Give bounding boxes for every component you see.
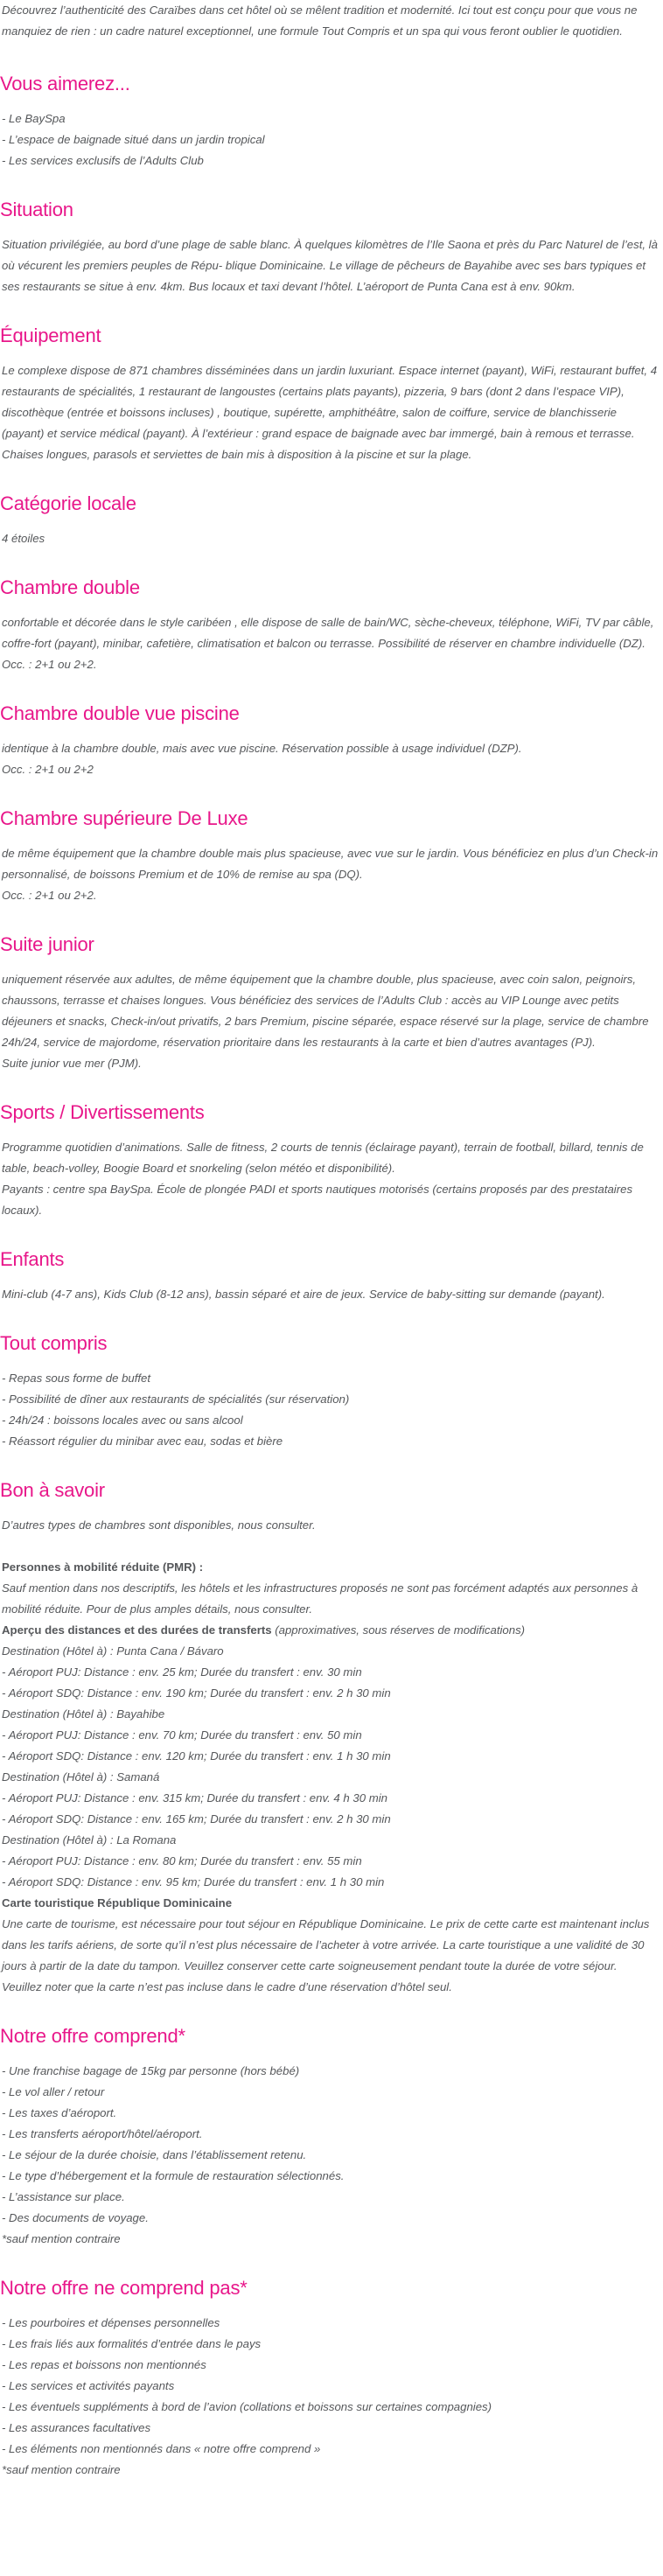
list-item: - 24h/24 : boissons locales avec ou sans alcool: [2, 1414, 243, 1427]
list-item: - Des documents de voyage.: [2, 2211, 149, 2224]
section-vous-aimerez: [0, 72, 663, 171]
list-item: - Le vol aller / retour: [2, 2085, 105, 2098]
section-text: Situation privilégiée, au bord d’une plage de sable blanc. À quelques kilomètres de l’Ile Saona et près du Parc Naturel de l’est, là où vécurent les premiers peuples de Répu- blique Dominicaine. Le village de pêcheurs de Bayahibe avec ses bars typiques et ses restaurants se situe à env. 4km. Bus locaux et taxi devant l’hôtel. L’aéroport de Punta Cana est à env. 90km.: [2, 238, 658, 293]
section-chambre-piscine: [0, 702, 663, 780]
list-item: - Possibilité de dîner aux restaurants de spécialités (sur réservation): [2, 1393, 350, 1406]
section-title: Catégorie locale: [0, 492, 136, 514]
section-title: Vous aimerez...: [0, 73, 130, 94]
distance-line: - Aéroport PUJ: Distance : env. 80 km; Durée du transfert : env. 55 min: [2, 1854, 362, 1867]
distance-line: Destination (Hôtel à) : La Romana: [2, 1833, 177, 1846]
section-title: Équipement: [0, 325, 101, 346]
section-chambre-double: [0, 576, 663, 675]
list-item: - Le séjour de la durée choisie, dans l’établissement retenu.: [2, 2148, 307, 2161]
section-suite-junior: [0, 932, 663, 1074]
section-extra: Payants : centre spa BaySpa. École de plongée PADI et sports nautiques motorisés (certains proposés par des prestataires locaux).: [2, 1183, 633, 1217]
section-title: Suite junior: [0, 933, 94, 955]
section-chambre-deluxe: [0, 806, 663, 906]
list-item: - Les assurances facultatives: [2, 2421, 151, 2434]
section-text: de même équipement que la chambre double mais plus spacieuse, avec vue sur le jardin. Vous bénéficiez en plus d’un Check-in personnalisé, de boissons Premium et de 10% de remise au spa (DQ).: [2, 847, 659, 881]
section-title: Sports / Divertissements: [0, 1101, 205, 1123]
pmr-block: [0, 1557, 663, 1998]
section-offre-comprend: [0, 2024, 663, 2250]
distance-line: - Aéroport SDQ: Distance : env. 190 km; Durée du transfert : env. 2 h 30 min: [2, 1686, 391, 1700]
section-text: Mini-club (4-7 ans), Kids Club (8-12 ans), bassin séparé et aire de jeux. Service de baby-sitting sur demande (payant).: [2, 1288, 605, 1301]
carte-title: Carte touristique République Dominicaine: [2, 1896, 233, 1909]
section-title: Notre offre comprend*: [0, 2025, 185, 2047]
section-title: Chambre double: [0, 576, 140, 598]
list-item: - Les éléments non mentionnés dans « notre offre comprend »: [2, 2442, 321, 2455]
distance-line: Destination (Hôtel à) : Bayahibe: [2, 1707, 165, 1721]
section-title: Notre offre ne comprend pas*: [0, 2277, 248, 2299]
list-item: - Les repas et boissons non mentionnés: [2, 2358, 206, 2371]
section-bon-a-savoir: [0, 1478, 663, 1998]
occupancy-text: Occ. : 2+1 ou 2+2.: [2, 658, 97, 671]
pmr-title: Personnes à mobilité réduite (PMR) :: [2, 1560, 204, 1574]
section-text: D’autres types de chambres sont disponibles, nous consulter.: [2, 1518, 316, 1532]
section-tout-compris: [0, 1331, 663, 1452]
occupancy-text: Occ. : 2+1 ou 2+2.: [2, 889, 97, 902]
section-extra: Suite junior vue mer (PJM).: [2, 1057, 142, 1070]
section-title: Chambre supérieure De Luxe: [0, 807, 248, 829]
carte-note: Veuillez noter que la carte n’est pas incluse dans le cadre d’une réservation d’hôtel seul.: [2, 1980, 452, 1993]
distance-line: - Aéroport SDQ: Distance : env. 165 km; Durée du transfert : env. 2 h 30 min: [2, 1812, 391, 1826]
section-sports: [0, 1100, 663, 1221]
section-title: Situation: [0, 199, 73, 220]
list-item: - L’espace de baignade situé dans un jardin tropical: [2, 133, 265, 146]
section-situation: [0, 198, 663, 297]
list: [0, 2061, 663, 2250]
distance-line: - Aéroport PUJ: Distance : env. 70 km; Durée du transfert : env. 50 min: [2, 1728, 362, 1742]
list-footnote: *sauf mention contraire: [2, 2232, 121, 2245]
section-text: Le complexe dispose de 871 chambres disséminées dans un jardin luxuriant. Espace internet (payant), WiFi, restaurant buffet, 4 restaurants de spécialités, 1 restaurant de langoustes (certains plats payants), pizzeria, 9 bars (dont 2 dans l’espace VIP), discothèque (entrée et boissons incluses) , boutique, supérette, amphithéâtre, salon de coiffure, service de blanchisserie (payant) et service médical (payant). À l’extérieur : grand espace de baignade avec bar immergé, bain à remous et terrasse. Chaises longues, parasols et serviettes de bain mis à disposition à la piscine et sur la plage.: [2, 364, 658, 461]
list: [0, 108, 663, 171]
distance-line: Destination (Hôtel à) : Samaná: [2, 1770, 160, 1784]
section-text: Programme quotidien d’animations. Salle de fitness, 2 courts de tennis (éclairage payant), terrain de football, billard, tennis de table, beach-volley, Boogie Board et snorkeling (selon météo et disponibilité).: [2, 1141, 644, 1175]
list-item: - Une franchise bagage de 15kg par personne (hors bébé): [2, 2064, 300, 2077]
list-item: - Les pourboires et dépenses personnelles: [2, 2316, 220, 2329]
list-footnote: *sauf mention contraire: [2, 2463, 121, 2476]
section-title: Chambre double vue piscine: [0, 702, 240, 724]
section-title: Enfants: [0, 1248, 65, 1270]
list-item: - Les services et activités payants: [2, 2379, 175, 2392]
pmr-text: Sauf mention dans nos descriptifs, les hôtels et les infrastructures proposés ne sont pas forcément adaptés aux personnes à mobilité réduite. Pour de plus amples détails, nous consulter.: [2, 1581, 639, 1616]
distance-line: - Aéroport PUJ: Distance : env. 25 km; Durée du transfert : env. 30 min: [2, 1665, 362, 1679]
list-item: - Repas sous forme de buffet: [2, 1372, 151, 1385]
distances-title: Aperçu des distances et des durées de transferts: [2, 1623, 272, 1637]
list-item: - Les éventuels suppléments à bord de l’avion (collations et boissons sur certaines compagnies): [2, 2400, 492, 2413]
distance-line: - Aéroport SDQ: Distance : env. 120 km; Durée du transfert : env. 1 h 30 min: [2, 1749, 391, 1763]
intro-text: Découvrez l’authenticité des Caraïbes dans cet hôtel où se mêlent tradition et modernité. Ici tout est conçu pour que vous ne manquiez de rien : un cadre naturel exceptionnel, une formule Tout Compris et un spa qui vous feront oublier le quotidien.: [2, 3, 638, 38]
section-text: identique à la chambre double, mais avec vue piscine. Réservation possible à usage individuel (DZP).: [2, 742, 522, 755]
section-title: Tout compris: [0, 1332, 108, 1354]
section-text: 4 étoiles: [2, 532, 45, 545]
section-offre-ne-comprend: [0, 2276, 663, 2481]
distances-note: (approximatives, sous réserves de modifications): [271, 1623, 526, 1637]
section-text: uniquement réservée aux adultes, de même équipement que la chambre double, plus spacieuse, avec coin salon, peignoirs, chaussons, terrasse et chaises longues. Vous bénéficiez des services de l’Adults Club : accès au VIP Lounge avec petits déjeuners et snacks, Check-in/out privatifs, 2 bars Premium, piscine séparée, espace réservé sur la plage, service de chambre 24h/24, service de majordome, réservation prioritaire dans les restaurants à la carte et bien d’autres avantages (PJ).: [2, 973, 649, 1049]
list-item: - Les taxes d’aéroport.: [2, 2106, 117, 2119]
distance-line: Destination (Hôtel à) : Punta Cana / Bávaro: [2, 1644, 224, 1658]
section-enfants: [0, 1247, 663, 1305]
list-item: - Réassort régulier du minibar avec eau, sodas et bière: [2, 1435, 283, 1448]
section-text: confortable et décorée dans le style caribéen , elle dispose de salle de bain/WC, sèche-cheveux, téléphone, WiFi, TV par câble, coffre-fort (payant), minibar, cafetière, climatisation et balcon ou terrasse. Possibilité de réserver en chambre individuelle (DZ).: [2, 616, 654, 650]
section-title: Bon à savoir: [0, 1479, 105, 1501]
list: [0, 2313, 663, 2481]
list-item: - Les frais liés aux formalités d’entrée dans le pays: [2, 2337, 262, 2350]
section-equipement: [0, 324, 663, 465]
section-categorie: [0, 492, 663, 549]
list-item: - Le type d’hébergement et la formule de restauration sélectionnés.: [2, 2169, 345, 2182]
list: [0, 1368, 663, 1452]
occupancy-text: Occ. : 2+1 ou 2+2: [2, 763, 94, 776]
list-item: - Le BaySpa: [2, 112, 66, 125]
distances-heading: [2, 1620, 661, 1641]
distance-line: - Aéroport PUJ: Distance : env. 315 km; Durée du transfert : env. 4 h 30 min: [2, 1791, 387, 1805]
list-item: - Les transferts aéroport/hôtel/aéroport.: [2, 2127, 203, 2140]
distance-line: - Aéroport SDQ: Distance : env. 95 km; Durée du transfert : env. 1 h 30 min: [2, 1875, 385, 1888]
list-item: - L’assistance sur place.: [2, 2190, 125, 2203]
carte-text: Une carte de tourisme, est nécessaire pour tout séjour en République Dominicaine. Le prix de cette carte est maintenant inclus dans les tarifs aériens, de sorte qu’il n’est plus nécessaire de l’acheter à votre arrivée. La carte touristique a une validité de 30 jours à partir de la date du tampon. Veuillez conserver cette carte soigneusement pendant toute la durée de votre séjour.: [2, 1917, 650, 1972]
list-item: - Les services exclusifs de l’Adults Club: [2, 154, 204, 167]
